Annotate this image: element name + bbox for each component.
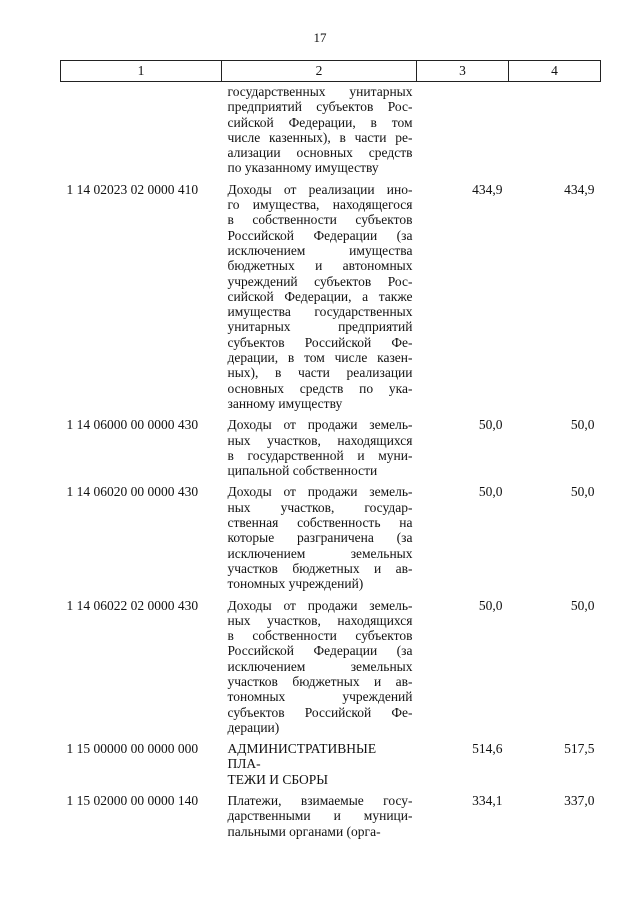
- income-name-line: унитарных предприятий: [227, 319, 413, 335]
- income-name-line: Доходы от продажи земель-: [227, 484, 413, 500]
- amount-col4-cell: 434,9: [564, 181, 595, 197]
- income-name-line: ных), в части реализации: [227, 365, 413, 381]
- income-name-line: Российской Федерации (за: [227, 643, 413, 659]
- income-name-line: АДМИНИСТРАТИВНЫЕ ПЛА-: [227, 741, 377, 772]
- table-row: [61, 735, 601, 787]
- column-header-3: 3: [417, 61, 509, 82]
- amount-col4-cell: 50,0: [570, 417, 595, 433]
- income-name-line: ципальной собственности: [227, 463, 378, 479]
- income-name-line: субъектов Российской Фе-: [227, 334, 413, 350]
- header-row: [61, 61, 601, 82]
- table-row: [61, 176, 601, 411]
- income-name-line: ных участков, находящихся: [227, 432, 413, 448]
- income-name-line: тономных учреждений): [227, 576, 364, 592]
- income-name-line: дерации): [227, 719, 280, 735]
- budget-code-cell: [61, 82, 222, 176]
- income-name-line: сийской Федерации, а также: [227, 288, 413, 304]
- budget-code-cell: 1 14 06022 02 0000 430: [66, 597, 199, 613]
- income-name-line: участков бюджетных и ав-: [227, 673, 413, 689]
- income-name-line: Доходы от продажи земель-: [227, 597, 413, 613]
- income-name-line: Доходы от реализации ино-: [227, 181, 413, 197]
- income-name-cell: [222, 787, 417, 839]
- income-name-cell: [222, 735, 417, 787]
- table-row: [61, 787, 601, 839]
- income-name-line: исключением земельных: [227, 658, 413, 674]
- income-name-cell: [222, 411, 417, 478]
- income-name-line: го имущества, находящегося: [227, 197, 413, 213]
- income-name-line: пальными органами (орга-: [227, 823, 381, 839]
- amount-col3-cell: [417, 82, 509, 176]
- income-name-line: числе казенных), в части ре-: [227, 129, 413, 145]
- amount-col4-cell: 517,5: [564, 741, 595, 757]
- income-name-line: бюджетных и автономных: [227, 258, 413, 274]
- income-name-line: государственных унитарных: [227, 84, 413, 99]
- income-name-line: Российской Федерации (за: [227, 227, 413, 243]
- income-name-line: предприятий субъектов Рос-: [227, 99, 413, 115]
- table-body: [61, 82, 601, 839]
- income-name-line: Платежи, взимаемые госу-: [227, 793, 413, 809]
- income-name-line: исключением земельных: [227, 545, 413, 561]
- income-name-line: занному имуществу: [227, 395, 343, 411]
- page-number: 17: [313, 30, 327, 45]
- income-name-line: дарственными и муници-: [227, 808, 413, 824]
- amount-col3-cell: 50,0: [478, 484, 503, 500]
- income-name-line: в собственности субъектов: [227, 212, 413, 228]
- income-name-line: дерации, в том числе казен-: [227, 350, 413, 366]
- income-name-cell: [222, 478, 417, 591]
- income-name-line: субъектов Российской Фе-: [227, 704, 413, 720]
- budget-code-cell: 1 15 02000 00 0000 140: [66, 793, 199, 809]
- income-name-line: ных участков, государ-: [227, 499, 413, 515]
- amount-col3-cell: 514,6: [472, 741, 503, 757]
- budget-code-cell: 1 14 02023 02 0000 410: [66, 181, 199, 197]
- income-name-line: которые разграничена (за: [227, 530, 413, 546]
- table-row: [61, 592, 601, 736]
- income-name-line: Доходы от продажи земель-: [227, 417, 413, 433]
- income-name-line: тономных учреждений: [227, 689, 413, 705]
- table-row: [61, 411, 601, 478]
- amount-col3-cell: 50,0: [478, 417, 503, 433]
- table-row: [61, 478, 601, 591]
- column-header-4: 4: [509, 61, 601, 82]
- income-name-line: ТЕЖИ И СБОРЫ: [227, 771, 329, 787]
- amount-col4-cell: 50,0: [570, 484, 595, 500]
- income-name-line: ственная собственность на: [227, 515, 413, 531]
- income-name-line: по указанному имуществу: [227, 160, 379, 176]
- column-header-2: 2: [222, 61, 417, 82]
- income-name-cell: [222, 176, 417, 411]
- amount-col4-cell: 337,0: [564, 793, 595, 809]
- income-name-cell: [222, 82, 417, 176]
- budget-table: [60, 60, 601, 839]
- income-name-line: ных участков, находящихся: [227, 612, 413, 628]
- amount-col3-cell: 434,9: [472, 181, 503, 197]
- income-name-line: сийской Федерации, в том: [227, 114, 413, 130]
- budget-code-cell: 1 14 06020 00 0000 430: [66, 484, 199, 500]
- income-name-line: в собственности субъектов: [227, 628, 413, 644]
- table-row: [61, 82, 601, 176]
- income-name-cell: [222, 592, 417, 736]
- income-name-line: в государственной и муни-: [227, 447, 413, 463]
- income-name-line: исключением имущества: [227, 242, 413, 258]
- budget-code-cell: 1 14 06000 00 0000 430: [66, 417, 199, 433]
- income-name-line: имущества государственных: [227, 304, 413, 320]
- income-name-line: участков бюджетных и ав-: [227, 560, 413, 576]
- income-name-line: основных средств по ука-: [227, 380, 413, 396]
- income-name-line: учреждений субъектов Рос-: [227, 273, 413, 289]
- column-header-1: 1: [61, 61, 222, 82]
- income-name-line: ализации основных средств: [227, 145, 413, 161]
- amount-col3-cell: 334,1: [472, 793, 503, 809]
- amount-col4-cell: 50,0: [570, 597, 595, 613]
- amount-col4-cell: [509, 82, 601, 176]
- budget-code-cell: 1 15 00000 00 0000 000: [66, 741, 199, 757]
- amount-col3-cell: 50,0: [478, 597, 503, 613]
